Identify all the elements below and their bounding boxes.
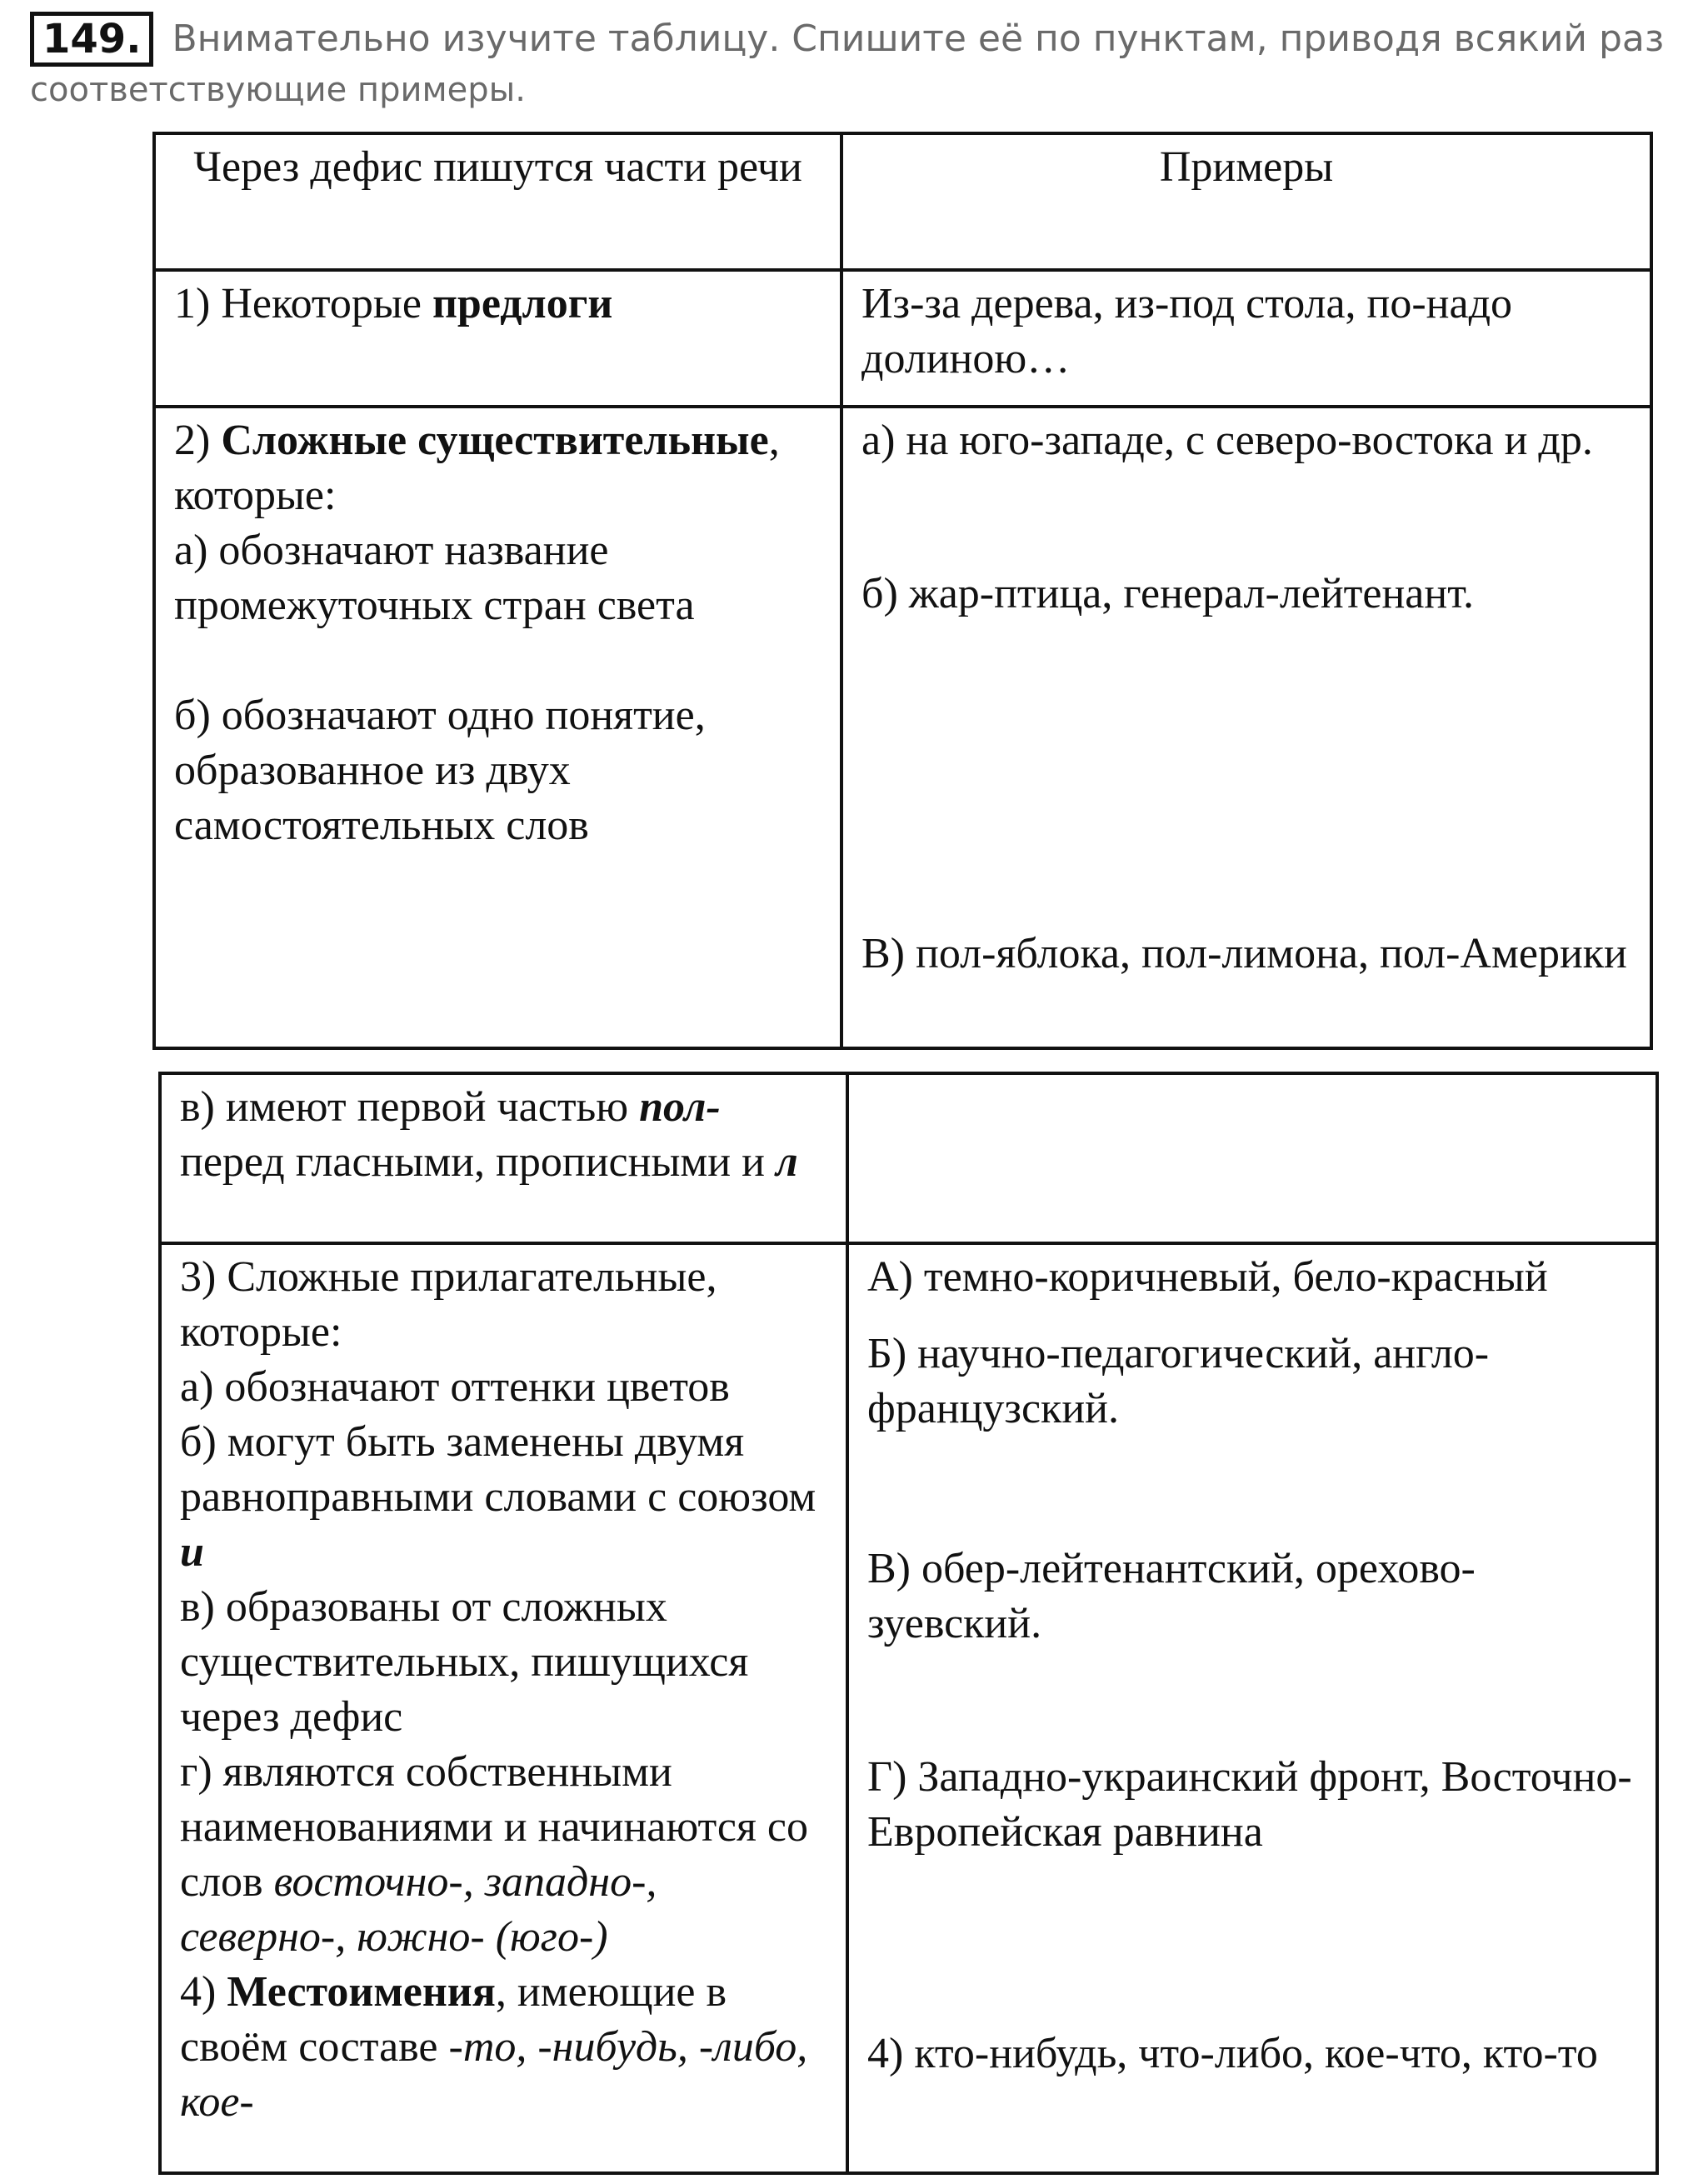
- example-G: Г) Западно-украинский фронт, Восточно-Европейская равнина: [867, 1753, 1632, 1856]
- examples-prepositions: Из-за дерева, из-под стола, по-надо долиною…: [842, 270, 1651, 407]
- example-4: 4) кто-нибудь, что-либо, кое-что, кто-то: [867, 2030, 1598, 2077]
- exercise-header: [30, 12, 1663, 113]
- rule-compound-adjectives: 3) Сложные прилагательные, которые: а) обозначают оттенки цветов б) могут быть заменены двумя равноправными словами с союзом и в) образованы от сложных существительных, пишущихся через дефис г) являются собственными наименованиями и начинаются со слов восточно-, западно-, северно-, южно- (юго-) 4) Местоимения, имеющие в своём составе -то, -нибудь, -либо, кое-: [160, 1243, 847, 2173]
- examples-compound-nouns: [842, 407, 1651, 1048]
- example-V: В) обер-лейтенантский, орехово-зуевский.: [867, 1545, 1476, 1647]
- table-row: [160, 1243, 1657, 2173]
- rule-adj-v: в) образованы от сложных существительных, пишущихся через дефис: [180, 1583, 749, 1741]
- example-v: В) пол-яблока, пол-лимона, пол-Америки: [861, 930, 1627, 977]
- example-B: Б) научно-педагогический, англо-французский.: [867, 1330, 1490, 1432]
- table-header-row: [154, 133, 1651, 270]
- rule-adj-a: а) обозначают оттенки цветов: [180, 1363, 730, 1411]
- rule-compound-nouns-b: б) обозначают одно понятие, образованное из двух самостоятельных слов: [174, 692, 706, 849]
- hyphen-rules-table-1: [152, 132, 1653, 1050]
- rule-adj-b: б) могут быть заменены двумя равноправными словами с союзом и: [180, 1418, 817, 1576]
- rule-prepositions: 1) Некоторые предлоги: [154, 270, 842, 407]
- rule-adj-g: г) являются собственными наименованиями и начинаются со слов восточно-, западно-, северно-, южно- (юго-): [180, 1748, 808, 1961]
- exercise-number: 149.: [30, 12, 153, 67]
- example-A: А) темно-коричневый, бело-красный: [867, 1253, 1548, 1301]
- hyphen-rules-table-2: [158, 1072, 1659, 2175]
- examples-pol-prefix-empty: [847, 1073, 1657, 1243]
- rule-compound-nouns-a: а) обозначают название промежуточных стран света: [174, 527, 695, 629]
- examples-compound-adjectives: [847, 1243, 1657, 2173]
- table-row: [160, 1073, 1657, 1243]
- rule-compound-nouns: 2) Сложные существительные, которые: а) обозначают название промежуточных стран света б) обозначают одно понятие, образованное из двух самостоятельных слов: [154, 407, 842, 1048]
- header-parts-of-speech: Через дефис пишутся части речи: [154, 133, 842, 270]
- rule-pol-prefix: в) имеют первой частью пол- перед гласными, прописными и л: [160, 1073, 847, 1243]
- instruction-line-1: Внимательно изучите таблицу. Спишите её по пунктам, приводя всякий раз: [172, 17, 1665, 60]
- instruction-line-2: соответствующие примеры.: [30, 71, 526, 109]
- example-b: б) жар-птица, генерал-лейтенант.: [861, 570, 1475, 617]
- table-row: [154, 407, 1651, 1048]
- table-row: [154, 270, 1651, 407]
- example-a: а) на юго-западе, с северо-востока и др.: [861, 417, 1593, 464]
- header-examples: Примеры: [842, 133, 1651, 270]
- rule-pronouns: 4) Местоимения, имеющие в своём составе -то, -нибудь, -либо, кое-: [180, 1968, 808, 2126]
